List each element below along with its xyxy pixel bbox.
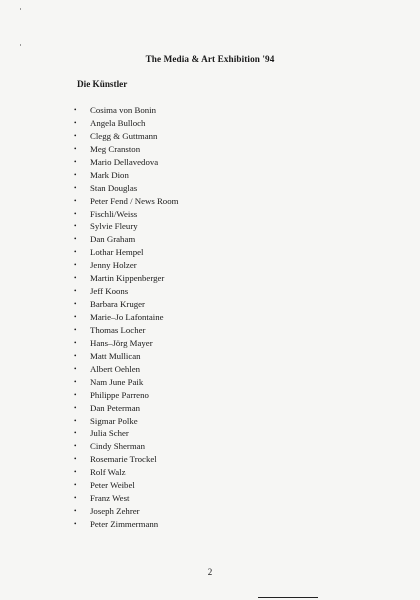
bullet-icon: • [74,364,77,373]
artist-name: Joseph Zehrer [90,506,140,517]
bullet-icon: • [74,507,77,516]
bullet-icon: • [74,403,77,412]
artist-name: Julia Scher [90,428,129,439]
artist-list-item [74,272,178,285]
artist-list-item [74,169,178,182]
bullet-icon: • [74,183,77,192]
artist-name: Albert Oehlen [90,363,141,374]
bullet-icon: • [74,144,77,153]
artist-list-item [74,440,178,453]
artist-name: Rosemarie Trockel [90,454,157,465]
bullet-icon: • [74,325,77,334]
paper-speck [20,8,21,10]
bullet-icon: • [74,287,77,296]
artist-list-item [74,324,178,337]
artist-name: Stan Douglas [90,182,138,193]
bullet-icon: • [74,261,77,270]
artist-list-item [74,156,178,169]
artist-name: Sylvie Fleury [90,221,138,232]
bullet-icon: • [74,222,77,231]
artist-list-item [74,453,178,466]
bullet-icon: • [74,170,77,179]
bullet-icon: • [74,377,77,386]
bullet-icon: • [74,300,77,309]
artist-name: Barbara Kruger [90,299,145,310]
bullet-icon: • [74,468,77,477]
artist-name: Thomas Locher [90,324,146,335]
bullet-icon: • [74,338,77,347]
bullet-icon: • [74,455,77,464]
artist-name: Mark Dion [90,169,129,180]
artist-name: Matt Mullican [90,350,141,361]
artist-list-item [74,363,178,376]
artist-list-item [74,285,178,298]
artist-name: Jeff Koons [90,286,129,297]
artist-name: Cindy Sherman [90,441,145,452]
artist-list-item [74,505,178,518]
artist-list-item [74,337,178,350]
artist-name: Lothar Hempel [90,247,144,258]
artist-list-item [74,130,178,143]
artist-name: Dan Peterman [90,402,141,413]
page-number: 2 [207,567,213,577]
bullet-icon: • [74,235,77,244]
artist-name: Dan Graham [90,234,136,245]
artist-name: Meg Cranston [90,143,141,154]
artist-list [74,104,178,531]
artist-list-item [74,298,178,311]
artist-name: Peter Weibel [90,480,135,491]
artist-list-item [74,402,178,415]
artist-list-item [74,492,178,505]
artist-list-item [74,233,178,246]
artist-name: Mario Dellavedova [90,156,159,167]
artist-name: Rolf Walz [90,467,126,478]
bullet-icon: • [74,351,77,360]
bullet-icon: • [74,131,77,140]
bullet-icon: • [74,248,77,257]
bullet-icon: • [74,429,77,438]
artist-name: Sigmar Polke [90,415,138,426]
artist-list-item [74,246,178,259]
artist-list-item [74,518,178,531]
artist-list-item [74,208,178,221]
artist-name: Fischli/Weiss [90,208,138,219]
artist-name: Martin Kippenberger [90,273,165,284]
artist-list-item [74,104,178,117]
section-heading: Die Künstler [77,79,128,89]
bullet-icon: • [74,196,77,205]
artist-list-item [74,389,178,402]
artist-list-item [74,350,178,363]
artist-name: Nam June Paik [90,376,144,387]
bullet-icon: • [74,106,77,114]
bullet-icon: • [74,416,77,425]
artist-name: Angela Bulloch [90,117,146,128]
bullet-icon: • [74,442,77,451]
bullet-icon: • [74,118,77,127]
artist-list-item [74,466,178,479]
bullet-icon: • [74,494,77,503]
artist-name: Peter Zimmermann [90,519,159,529]
artist-list-item [74,195,178,208]
bullet-icon: • [74,209,77,218]
artist-list-item [74,376,178,389]
paper-speck [20,44,21,46]
artist-name: Cosima von Bonin [90,105,156,115]
artist-name: Franz West [90,493,130,504]
artist-list-item [74,479,178,492]
bullet-icon: • [74,481,77,490]
artist-list-item [74,415,178,428]
artist-list-item [74,259,178,272]
document-title: The Media & Art Exhibition '94 [145,54,275,64]
bullet-icon: • [74,520,77,528]
bullet-icon: • [74,157,77,166]
bullet-icon: • [74,390,77,399]
artist-list-item [74,143,178,156]
bullet-icon: • [74,313,77,321]
artist-list-item [74,117,178,130]
artist-name: Clegg & Guttmann [90,130,158,141]
artist-list-item [74,427,178,440]
artist-name: Hans–Jörg Mayer [90,337,153,348]
artist-name: Peter Fend / News Room [90,195,179,206]
artist-name: Jenny Holzer [90,260,137,271]
artist-list-item [74,182,178,195]
bottom-rule [258,597,318,598]
artist-list-item [74,220,178,233]
bullet-icon: • [74,274,77,283]
artist-name: Philippe Parreno [90,389,149,400]
artist-list-item [74,311,178,324]
artist-name: Marie–Jo Lafontaine [90,312,164,322]
